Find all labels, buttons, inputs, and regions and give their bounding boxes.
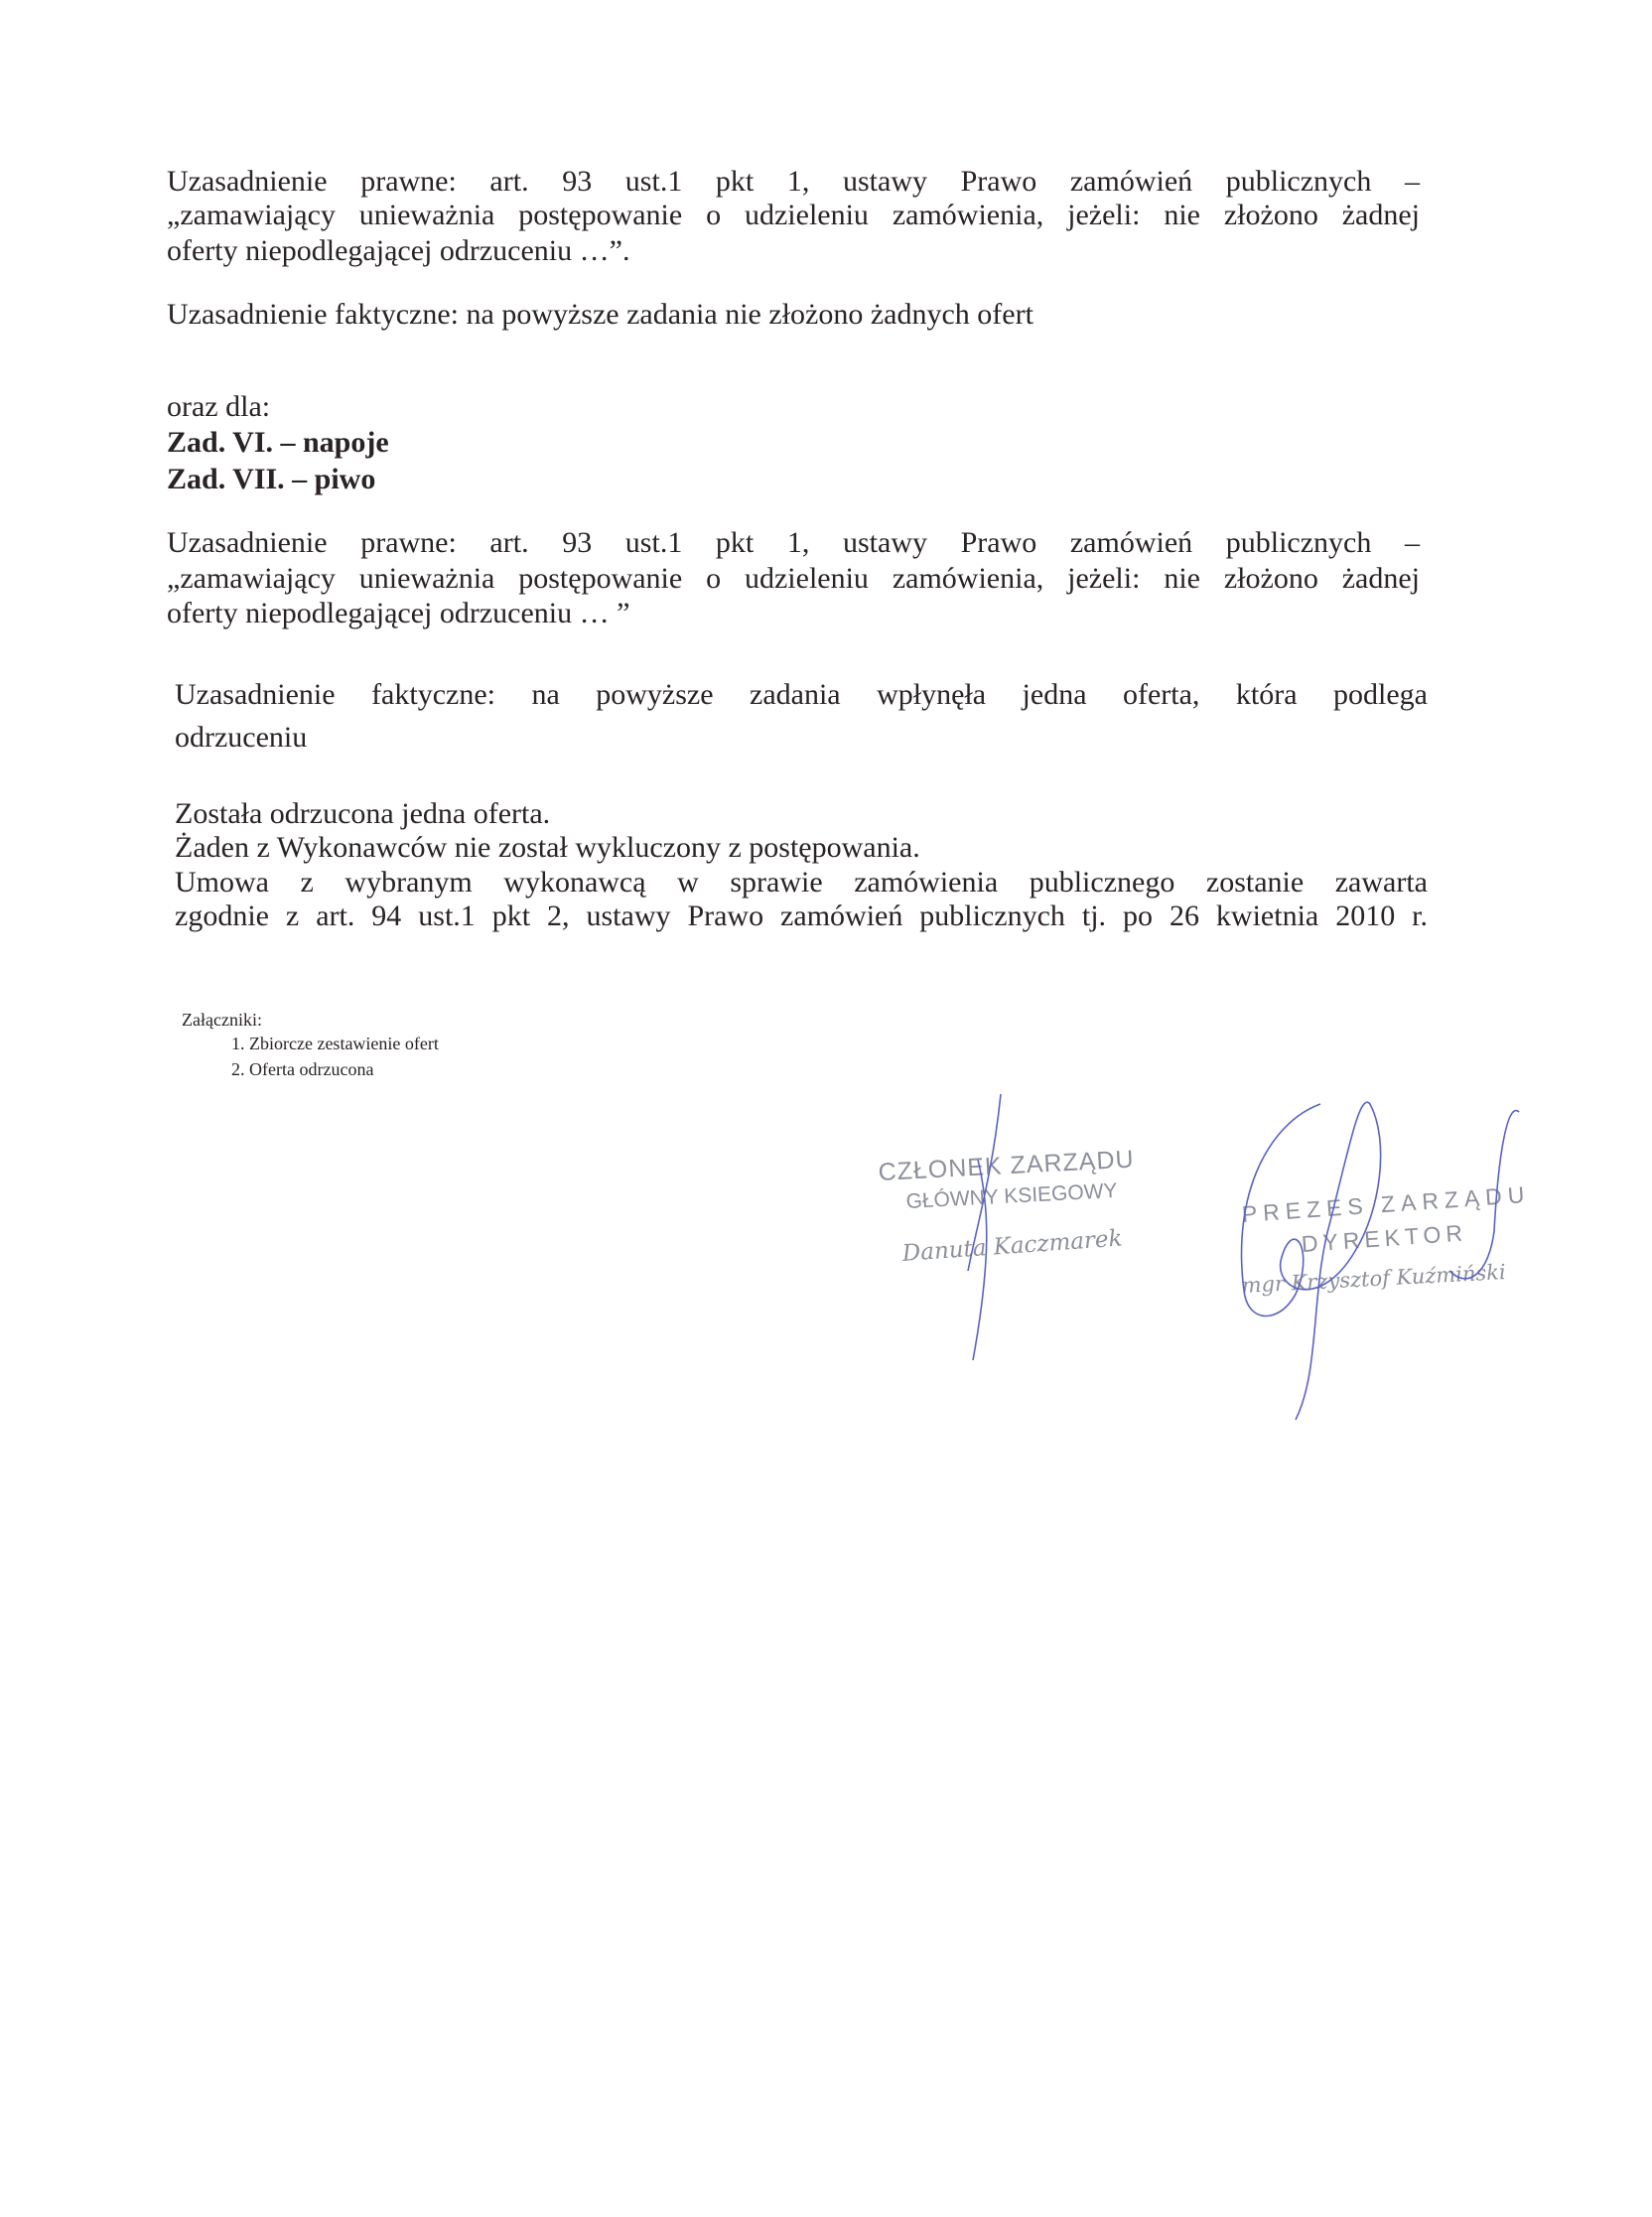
- legal-basis-line: Uzasadnienie prawne: art. 93 ust.1 pkt 1, ustawy Prawo zamówień publicznych –: [167, 526, 1420, 559]
- stamp-name: mgr Krzysztof Kuźmiński: [1241, 1260, 1507, 1298]
- stamp-line: DYREKTOR: [1301, 1219, 1468, 1257]
- summary-line: Została odrzucona jedna oferta.: [175, 797, 551, 830]
- attachments-label: Załączniki:: [182, 1010, 262, 1030]
- section2-intro: oraz dla:: [167, 390, 271, 423]
- signature-left: [968, 1094, 1001, 1360]
- attachment-item: 2. Oferta odrzucona: [231, 1059, 374, 1079]
- signature-right: [1242, 1102, 1519, 1420]
- summary-line: Żaden z Wykonawców nie został wykluczony z postępowania.: [175, 831, 920, 864]
- summary-line: Umowa z wybranym wykonawcą w sprawie zamówienia publicznego zostanie zawarta: [175, 866, 1428, 899]
- factual-basis-line: odrzuceniu: [175, 721, 308, 754]
- legal-basis-line: „zamawiający unieważnia postępowanie o udzieleniu zamówienia, jeżeli: nie złożono żadnej: [167, 199, 1420, 231]
- legal-basis-line: „zamawiający unieważnia postępowanie o udzieleniu zamówienia, jeżeli: nie złożono żadnej: [167, 562, 1420, 595]
- stamp-name: Danuta Kaczmarek: [901, 1225, 1124, 1267]
- factual-basis: Uzasadnienie faktyczne: na powyższe zadania nie złożono żadnych ofert: [167, 298, 1033, 331]
- legal-basis-line: oferty niepodlegającej odrzuceniu …”.: [167, 234, 630, 267]
- task-heading: Zad. VII. – piwo: [167, 463, 376, 495]
- stamp-line: PREZES ZARZĄDU: [1241, 1180, 1532, 1227]
- legal-basis-line: Uzasadnienie prawne: art. 93 ust.1 pkt 1, ustawy Prawo zamówień publicznych –: [167, 165, 1420, 198]
- task-heading: Zad. VI. – napoje: [167, 426, 389, 459]
- legal-basis-line: oferty niepodlegającej odrzuceniu … ”: [167, 597, 630, 629]
- attachment-item: 1. Zbiorcze zestawienie ofert: [231, 1034, 439, 1053]
- stamp-line: CZŁONEK ZARZĄDU: [878, 1145, 1136, 1186]
- factual-basis-line: Uzasadnienie faktyczne: na powyższe zadania wpłynęła jedna oferta, która podlega: [175, 678, 1428, 711]
- stamp-line: GŁÓWNY KSIEGOWY: [905, 1178, 1119, 1213]
- summary-line: zgodnie z art. 94 ust.1 pkt 2, ustawy Prawo zamówień publicznych tj. po 26 kwietnia 2010 r.: [175, 900, 1428, 932]
